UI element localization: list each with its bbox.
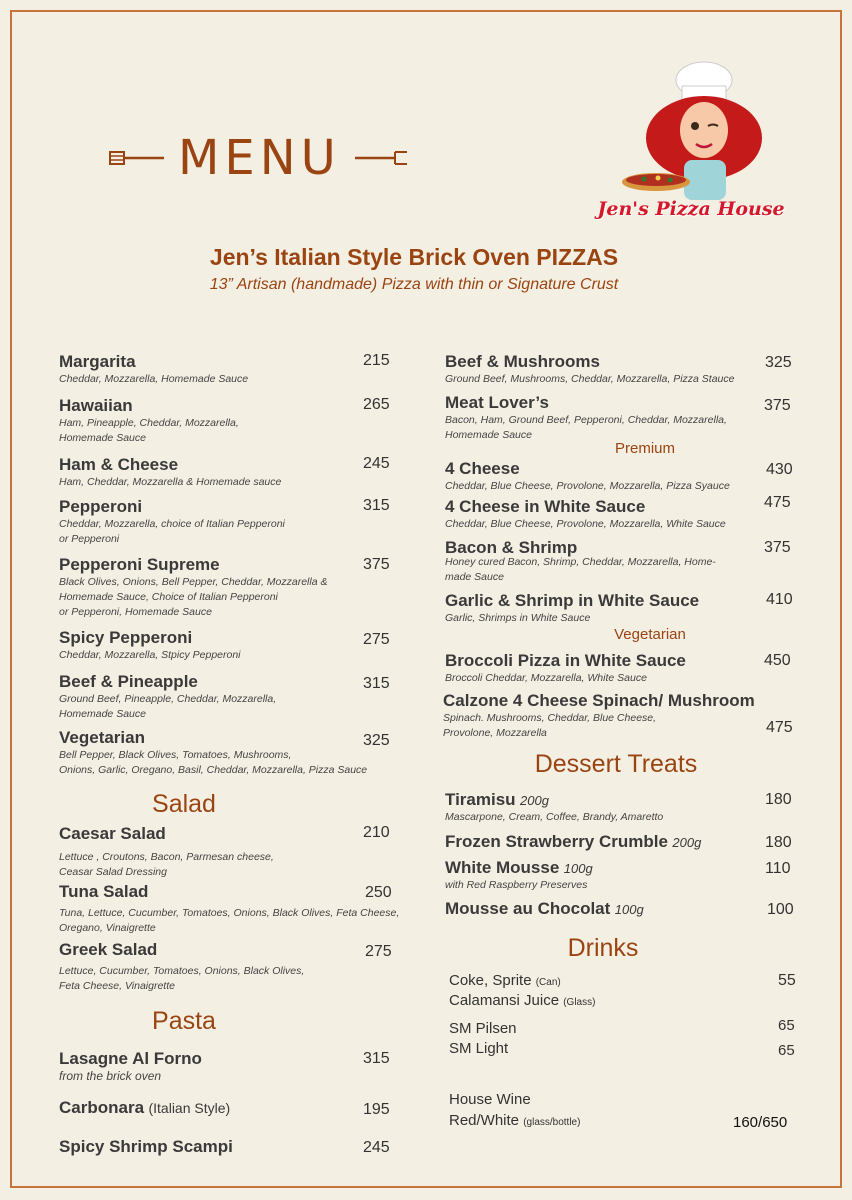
item-desc: Cheddar, Blue Cheese, Provolone, Mozzarella, Pizza Syauce: [445, 480, 730, 492]
item-price: 375: [764, 539, 791, 556]
item-name: 4 Cheese in White Sauce: [445, 497, 646, 516]
menu-item: [445, 651, 686, 686]
drink-name: Calamansi Juice: [449, 992, 560, 1009]
vegetarian-heading: Vegetarian: [614, 626, 686, 643]
item-name: Spicy Shrimp Scampi: [59, 1137, 233, 1156]
menu-item: [445, 591, 699, 626]
item-name: White Mousse: [445, 858, 560, 877]
logo-text: Jen's Pizza House: [597, 198, 785, 220]
item-weight: 200g: [520, 793, 549, 808]
item-price: 250: [365, 884, 392, 901]
pizza-section-title: Jen’s Italian Style Brick Oven PIZZAS: [209, 244, 619, 270]
item-desc: Bacon, Ham, Ground Beef, Pepperoni, Cheddar, Mozzarella,: [445, 414, 727, 426]
item-desc: Black Olives, Onions, Bell Pepper, Cheddar, Mozzarella &: [59, 576, 328, 588]
item-desc: Cheddar, Mozzarella, Homemade Sauce: [59, 373, 249, 385]
item-price: 450: [764, 652, 791, 669]
item-desc: or Pepperoni, Homemade Sauce: [59, 606, 212, 618]
item-name: Mousse au Chocolat: [445, 899, 611, 918]
item-price: 160/650: [733, 1114, 788, 1131]
item-price: 315: [363, 497, 390, 514]
item-desc: Honey cured Bacon, Shrimp, Cheddar, Mozzarella, Home-: [445, 556, 716, 568]
item-desc: Homemade Sauce: [59, 708, 146, 720]
logo: [584, 58, 798, 228]
item-desc: made Sauce: [445, 571, 504, 583]
menu-item: [445, 790, 663, 825]
item-price: 265: [363, 396, 390, 413]
drink-item: [449, 1112, 580, 1129]
item-desc: Lettuce , Croutons, Bacon, Parmesan cheese,: [59, 851, 274, 863]
menu-item: [445, 352, 734, 387]
item-desc: or Pepperoni: [59, 533, 120, 545]
menu-item: [59, 882, 399, 936]
item-name: Hawaiian: [59, 396, 133, 415]
item-desc: Broccoli Cheddar, Mozzarella, White Sauce: [445, 672, 647, 684]
menu-item: [59, 824, 274, 880]
pasta-heading: Pasta: [152, 1007, 216, 1035]
item-name: Margarita: [59, 352, 136, 371]
item-desc: Lettuce, Cucumber, Tomatoes, Onions, Black Olives,: [59, 965, 305, 977]
item-desc: Oregano, Vinaigrette: [59, 922, 156, 934]
fork-icon: [108, 146, 164, 170]
item-price: 430: [766, 461, 793, 478]
item-price: 325: [765, 354, 792, 371]
item-name: Vegetarian: [59, 728, 145, 747]
item-desc: from the brick oven: [59, 1069, 162, 1083]
menu-item: [445, 899, 644, 919]
item-price: 55: [778, 972, 796, 989]
drink-item: [449, 1091, 531, 1108]
dessert-heading: Dessert Treats: [534, 750, 698, 778]
item-desc: Ham, Pineapple, Cheddar, Mozzarella,: [59, 417, 239, 429]
menu-item: [59, 1098, 230, 1118]
item-name: Caesar Salad: [59, 824, 166, 843]
item-price: 410: [766, 591, 793, 608]
item-price: 100: [767, 901, 794, 918]
item-price: 275: [365, 943, 392, 960]
drink-size: (Glass): [563, 997, 596, 1008]
drink-item: [449, 1040, 508, 1057]
menu-item: [445, 459, 730, 494]
item-name: Tiramisu: [445, 790, 516, 809]
menu-item: [443, 691, 755, 741]
item-desc: Onions, Garlic, Oregano, Basil, Cheddar, Mozzarella, Pizza Sauce: [59, 764, 368, 776]
item-desc: Ceasar Salad Dressing: [59, 866, 167, 878]
item-desc: Cheddar, Blue Cheese, Provolone, Mozzarella, White Sauce: [445, 518, 726, 530]
item-weight: 200g: [672, 835, 702, 850]
item-price: 110: [765, 860, 791, 877]
menu-item: [59, 352, 248, 387]
menu-item: [59, 940, 304, 994]
item-price: 315: [363, 675, 390, 692]
menu-item: [445, 497, 726, 532]
item-desc: with Red Raspberry Preserves: [445, 879, 588, 891]
drink-name: SM Pilsen: [449, 1020, 517, 1037]
item-price: 195: [363, 1101, 390, 1118]
item-name: Pepperoni: [59, 497, 143, 516]
item-price: 245: [363, 455, 390, 472]
menu-item: [59, 728, 367, 778]
item-price: 65: [778, 1017, 795, 1034]
item-name: Carbonara: [59, 1098, 145, 1117]
item-name: 4 Cheese: [445, 459, 520, 478]
menu-item: [59, 455, 281, 490]
menu-header: [108, 130, 411, 186]
item-name: Broccoli Pizza in White Sauce: [445, 651, 686, 670]
drink-item: [449, 1020, 517, 1037]
item-price: 375: [363, 556, 390, 573]
item-price: 180: [765, 834, 792, 851]
item-price: 180: [765, 791, 792, 808]
menu-item: [59, 555, 327, 620]
chef-illustration: [584, 58, 798, 208]
drink-size: (glass/bottle): [523, 1117, 581, 1128]
item-price: 315: [363, 1050, 390, 1067]
item-name: Lasagne Al Forno: [59, 1049, 202, 1068]
drink-name: Coke, Sprite: [449, 972, 532, 989]
item-name: Meat Lover’s: [445, 393, 549, 412]
menu-item: [59, 1049, 202, 1084]
item-name: Beef & Pineapple: [59, 672, 198, 691]
item-price: 475: [766, 719, 793, 736]
item-price: 245: [363, 1139, 390, 1156]
drink-size: (Can): [535, 977, 561, 988]
pizza-section-subtitle: 13” Artisan (handmade) Pizza with thin or Signature Crust: [209, 276, 619, 293]
item-desc: Homemade Sauce: [59, 432, 146, 444]
menu-item: [59, 1137, 233, 1157]
item-desc: Spinach. Mushrooms, Cheddar, Blue Cheese,: [443, 712, 657, 724]
item-desc: Mascarpone, Cream, Coffee, Brandy, Amaretto: [445, 811, 664, 823]
item-desc: Garlic, Shrimps in White Sauce: [445, 612, 591, 624]
drink-name: SM Light: [449, 1040, 509, 1057]
drink-item: [449, 992, 595, 1009]
item-price: 215: [363, 352, 390, 369]
item-desc: Bell Pepper, Black Olives, Tomatoes, Mushrooms,: [59, 749, 292, 761]
premium-heading: Premium: [614, 440, 675, 457]
item-price: 275: [363, 631, 390, 648]
menu-item: [445, 832, 701, 852]
item-name: Garlic & Shrimp in White Sauce: [445, 591, 700, 610]
item-name: Frozen Strawberry Crumble: [445, 832, 668, 851]
spoon-icon: [355, 146, 411, 170]
item-desc: Feta Cheese, Vinaigrette: [59, 980, 175, 992]
menu-title: MENU: [178, 130, 341, 186]
item-desc: Cheddar, Mozzarella, choice of Italian Pepperoni: [59, 518, 285, 530]
drink-name: House Wine: [449, 1091, 531, 1108]
item-note: (Italian Style): [148, 1100, 231, 1116]
menu-item: [59, 396, 239, 446]
salad-heading: Salad: [152, 790, 216, 818]
item-name: Beef & Mushrooms: [445, 352, 600, 371]
item-name: Pepperoni Supreme: [59, 555, 220, 574]
item-name: Tuna Salad: [59, 882, 149, 901]
item-desc: Homemade Sauce: [445, 429, 532, 441]
item-desc: Ground Beef, Pineapple, Cheddar, Mozzarella,: [59, 693, 277, 705]
drink-item: [449, 972, 561, 989]
item-price: 65: [778, 1042, 795, 1059]
item-price: 475: [764, 494, 791, 511]
item-desc: Ground Beef, Mushrooms, Cheddar, Mozzarella, Pizza Stauce: [445, 373, 735, 385]
menu-item: [59, 628, 241, 663]
menu-item: [445, 538, 716, 585]
item-price: 375: [764, 397, 791, 414]
drinks-heading: Drinks: [567, 934, 639, 962]
item-desc: Homemade Sauce, Choice of Italian Pepperoni: [59, 591, 278, 603]
item-desc: Ham, Cheddar, Mozzarella & Homemade sauce: [59, 476, 282, 488]
menu-item: [59, 497, 285, 547]
item-name: Spicy Pepperoni: [59, 628, 193, 647]
menu-item: [445, 858, 593, 893]
item-name: Greek Salad: [59, 940, 158, 959]
menu-item: [59, 672, 276, 722]
item-weight: 100g: [563, 861, 593, 876]
item-name: Ham & Cheese: [59, 455, 179, 474]
item-desc: Cheddar, Mozzarella, Stpicy Pepperoni: [59, 649, 241, 661]
drink-name: Red/White: [449, 1112, 520, 1129]
item-weight: 100g: [614, 902, 644, 917]
item-name: Calzone 4 Cheese Spinach/ Mushroom: [443, 691, 755, 710]
item-price: 210: [363, 824, 390, 841]
item-desc: Provolone, Mozzarella: [443, 727, 547, 739]
menu-item: [445, 393, 727, 443]
item-name: Bacon & Shrimp: [445, 538, 578, 557]
item-desc: Tuna, Lettuce, Cucumber, Tomatoes, Onions, Black Olives, Feta Cheese,: [59, 907, 400, 919]
item-price: 325: [363, 732, 390, 749]
